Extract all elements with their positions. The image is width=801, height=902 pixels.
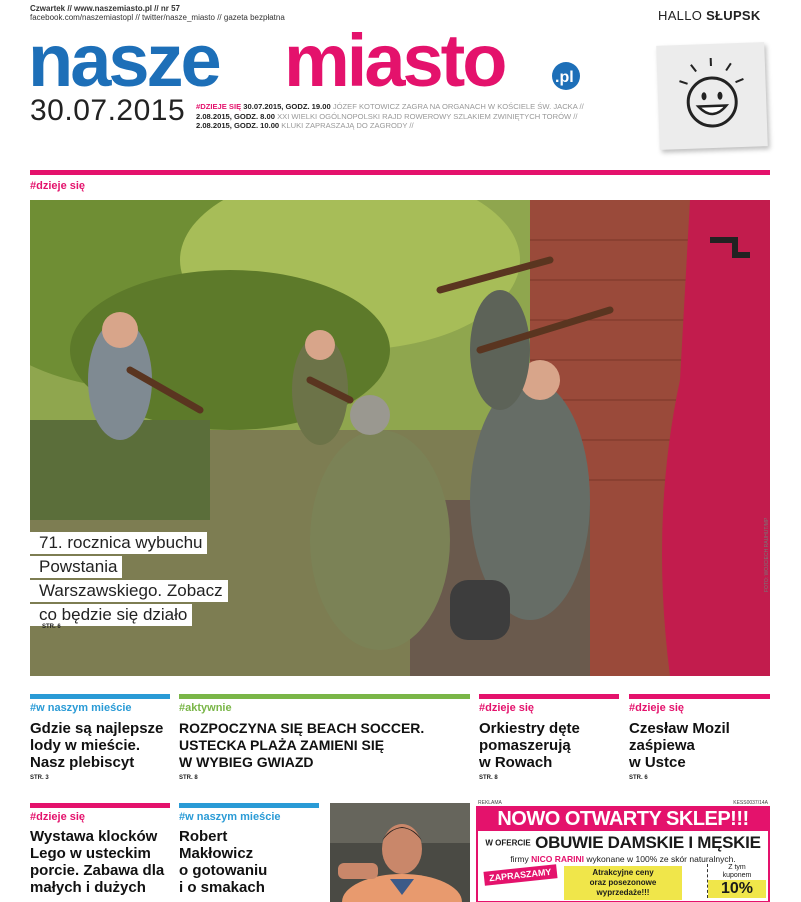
ad-headline: NOWO OTWARTY SKLEP!!! (478, 808, 768, 831)
hero-caption-line-4: co będzie się działo (30, 604, 192, 626)
maklowicz-photo[interactable] (330, 803, 470, 902)
ad-coupon-line-2: kuponem (722, 872, 752, 879)
teaser-headline-line: Wystawa klocków (30, 828, 158, 845)
teaser-page-ref: STR. 6 (629, 775, 648, 781)
ad-offer (478, 833, 768, 853)
teaser-headline (179, 720, 470, 771)
event-3-text: KLUKI ZAPRASZAJĄ DO ZAGRODY // (281, 121, 414, 131)
teaser-headline-line: lody w mieście. (30, 737, 141, 754)
teaser-page-ref: STR. 8 (479, 775, 498, 781)
teaser-tag: #aktywnie (179, 702, 232, 714)
hero-page-ref: STR. 6 (42, 624, 61, 630)
teaser-tag: #dzieje się (479, 702, 535, 714)
teaser-headline-line: W WYBIEG GWIAZD (179, 754, 314, 770)
teaser-tag: #dzieje się (30, 811, 86, 823)
teaser-color-bar (30, 803, 170, 808)
hero-caption-line-1: 71. rocznica wybuchu (30, 532, 207, 554)
teaser-headline-line: Lego w usteckim (30, 845, 151, 862)
teaser-orchestras[interactable] (479, 694, 619, 781)
teaser-headline-line: o gotowaniu (179, 862, 268, 879)
teaser-ice-cream[interactable] (30, 694, 170, 781)
event-3-date: 2.08.2015, GODZ. 10.00 (196, 121, 280, 131)
ad-offer-prefix: W OFERCIE (485, 838, 531, 848)
teaser-headline-line: Robert (179, 828, 228, 845)
section-divider (30, 170, 770, 175)
teaser-color-bar (629, 694, 770, 699)
event-2-date: 2.08.2015, GODZ. 8.00 (196, 111, 275, 121)
hero-caption[interactable] (30, 532, 228, 628)
logo-text-miasto: miasto (284, 19, 505, 102)
teaser-headline-line: ROZPOCZYNA SIĘ BEACH SOCCER. (179, 720, 425, 736)
maklowicz-photo-illustration (330, 803, 470, 902)
event-2-text: XXI WIELKI OGÓLNOPOLSKI RAJD ROWEROWY SZLAKIEM ZWINIĘTYCH TORÓW // (277, 111, 578, 121)
hero-caption-line-2: Powstania (30, 556, 122, 578)
ad-coupon-line-1: Z tym (728, 864, 746, 871)
teaser-mozil[interactable] (629, 694, 770, 781)
teaser-page-ref: STR. 8 (179, 775, 198, 781)
hallo-prefix: HALLO (658, 8, 703, 23)
hallo-city (658, 8, 761, 23)
teaser-headline-line: pomaszerują (479, 737, 571, 754)
teaser-headline (30, 828, 170, 896)
ad-firm-name: NICO RARINI (531, 854, 584, 864)
photo-credit: FOTO: WOJCIECH RAUHUT/MP (764, 517, 770, 592)
teaser-beach-soccer[interactable] (179, 694, 470, 781)
event-1-text: JÓZEF KOTOWICZ ZAGRA NA ORGANACH W KOŚCIELE ŚW. JACKA // (332, 102, 584, 111)
ad-invite-badge: ZAPRASZAMY (483, 864, 557, 886)
ad-label: REKLAMA (478, 800, 502, 806)
teaser-page-ref: STR. 3 (30, 775, 49, 781)
issue-date: 30.07.2015 (30, 94, 186, 127)
teaser-headline-line: Czesław Mozil (629, 720, 730, 737)
teaser-tag: #dzieje się (629, 702, 685, 714)
ad-firm-post: wykonane w 100% ze skór naturalnych. (586, 854, 736, 864)
hero-caption-line-3: Warszawskiego. Zobacz (30, 580, 228, 602)
ad-prices-line-1: Atrakcyjne ceny (592, 868, 654, 877)
teaser-headline-line: w Rowach (479, 754, 553, 771)
meta-line-1: Czwartek // www.naszemiasto.pl // nr 57 (30, 4, 180, 13)
logo-text-pl: .pl (555, 69, 574, 86)
meta-line-2: facebook.com/naszemiastopl // twitter/nasze_miasto // gazeta bezpłatna (30, 13, 285, 22)
ad-code: KESS0037/14A (733, 800, 768, 806)
ad-offer-main: OBUWIE DAMSKIE I MĘSKIE (535, 833, 761, 852)
events-strip (196, 102, 586, 131)
ad-frame (476, 806, 770, 902)
ad-prices-box (564, 866, 682, 900)
teaser-headline-line: i o smakach (179, 879, 265, 896)
teaser-headline (629, 720, 770, 771)
teaser-headline-line: Nasz plebiscyt (30, 754, 135, 771)
hero-section-tag[interactable]: #dzieje się (30, 180, 86, 192)
teaser-headline-line: Makłowicz (179, 845, 254, 862)
smiley-face-icon (656, 42, 768, 150)
teaser-headline (30, 720, 170, 771)
site-logo[interactable] (28, 19, 588, 102)
ad-prices-line-2: oraz posezonowe wyprzedaże!!! (589, 878, 657, 897)
ad-coupon-percent: 10% (708, 880, 766, 898)
ad-firm (478, 854, 768, 864)
teaser-headline-line: Orkiestry dęte (479, 720, 580, 737)
teaser-headline-line: porcie. Zabawa dla (30, 862, 165, 879)
teaser-color-bar (179, 803, 319, 808)
teaser-headline-line: małych i dużych (30, 879, 146, 896)
teaser-headline-line: Gdzie są najlepsze (30, 720, 164, 737)
teaser-headline-line: zaśpiewa (629, 737, 695, 754)
teaser-headline-line: w Ustce (629, 754, 686, 771)
advertisement[interactable] (476, 800, 770, 902)
logo-text-nasze: nasze (28, 19, 219, 102)
teaser-lego[interactable] (30, 803, 170, 896)
teaser-maklowicz[interactable] (179, 803, 319, 896)
ad-firm-pre: firmy (510, 854, 529, 864)
teaser-tag: #w naszym mieście (30, 702, 132, 714)
teaser-headline (479, 720, 619, 771)
teaser-color-bar (479, 694, 619, 699)
teaser-color-bar (179, 694, 470, 699)
hallo-city-name: SŁUPSK (706, 8, 761, 23)
teaser-color-bar (30, 694, 170, 699)
sticky-note (656, 42, 768, 150)
teaser-headline (179, 828, 319, 896)
teaser-headline-line: USTECKA PLAŻA ZAMIENI SIĘ (179, 737, 385, 753)
event-1-date: 30.07.2015, GODZ. 19.00 (243, 102, 331, 111)
ad-coupon[interactable] (707, 864, 766, 898)
teaser-tag: #w naszym mieście (179, 811, 281, 823)
events-tag: #DZIEJE SIĘ (196, 102, 242, 111)
